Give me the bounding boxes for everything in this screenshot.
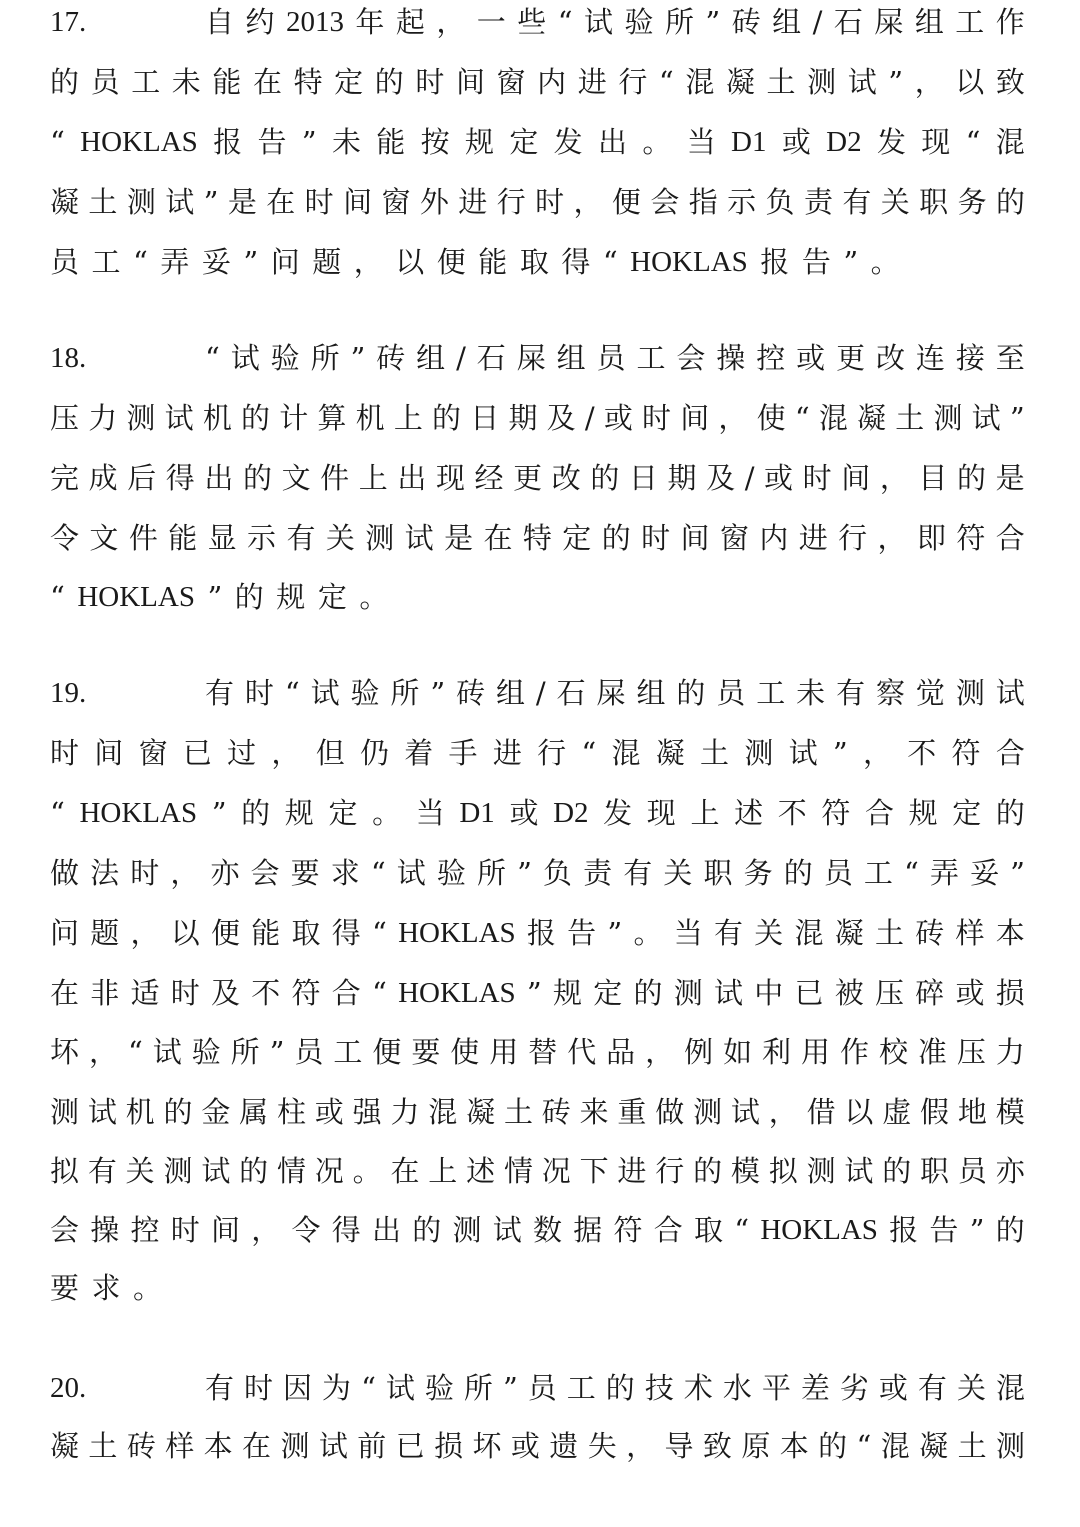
text-line: 自 约 2013 年 起 ， 一 些 “ 试 验 所 ” 砖 组 / 石 屎 组 工 作 xyxy=(205,5,1025,39)
text-line: 完 成 后 得 出 的 文 件 上 出 现 经 更 改 的 日 期 及 / 或 时 间 ， 目 的 是 xyxy=(50,461,1025,495)
text-line: 凝 土 测 试 ” 是 在 时 间 窗 外 进 行 时 ， 便 会 指 示 负 责 有 关 职 务 的 xyxy=(50,185,1025,219)
paragraph-number: 20. xyxy=(50,1372,87,1404)
text-line: 做 法 时 ， 亦 会 要 求 “ 试 验 所 ” 负 责 有 关 职 务 的 员 工 “ 弄 妥 ” xyxy=(50,856,1025,890)
paragraph-number: 17. xyxy=(50,6,87,38)
paragraph-number: 18. xyxy=(50,342,87,374)
text-line: “ HOKLAS ” 的 规 定 。 当 D1 或 D2 发 现 上 述 不 符 合 规 定 的 xyxy=(50,796,1025,830)
text-line: 令 文 件 能 显 示 有 关 测 试 是 在 特 定 的 时 间 窗 内 进 行 ， 即 符 合 xyxy=(50,521,1025,555)
text-line: 有 时 因 为 “ 试 验 所 ” 员 工 的 技 术 水 平 差 劣 或 有 关 混 xyxy=(205,1371,1025,1405)
text-line: 测 试 机 的 金 属 柱 或 强 力 混 凝 土 砖 来 重 做 测 试 ， 借 以 虚 假 地 模 xyxy=(50,1095,1025,1129)
paragraph-number: 19. xyxy=(50,677,87,709)
text-line: 的 员 工 未 能 在 特 定 的 时 间 窗 内 进 行 “ 混 凝 土 测 试 ” ， 以 致 xyxy=(50,65,1025,99)
text-line: 凝 土 砖 样 本 在 测 试 前 已 损 坏 或 遗 失 ， 导 致 原 本 的 “ 混 凝 土 测 xyxy=(50,1429,1025,1463)
text-line: 拟 有 关 测 试 的 情 况 。 在 上 述 情 况 下 进 行 的 模 拟 测 试 的 职 员 亦 xyxy=(50,1154,1025,1188)
text-line: 时 间 窗 已 过 ， 但 仍 着 手 进 行 “ 混 凝 土 测 试 ” ， 不 符 合 xyxy=(50,736,1025,770)
text-line: 员 工 “ 弄 妥 ” 问 题 ， 以 便 能 取 得 “ HOKLAS 报 告 ” 。 xyxy=(50,245,900,279)
text-line: “ HOKLAS 报 告 ” 未 能 按 规 定 发 出 。 当 D1 或 D2 发 现 “ 混 xyxy=(50,125,1025,159)
text-line: 坏 ， “ 试 验 所 ” 员 工 便 要 使 用 替 代 品 ， 例 如 利 用 作 校 准 压 力 xyxy=(50,1035,1025,1069)
text-line: “ HOKLAS ” 的 规 定 。 xyxy=(50,580,389,614)
text-line: 会 操 控 时 间 ， 令 得 出 的 测 试 数 据 符 合 取 “ HOKLAS 报 告 ” 的 xyxy=(50,1213,1025,1247)
text-line: 要 求 。 xyxy=(50,1271,163,1305)
text-line: 问 题 ， 以 便 能 取 得 “ HOKLAS 报 告 ” 。 当 有 关 混 凝 土 砖 样 本 xyxy=(50,916,1025,950)
text-line: “ 试 验 所 ” 砖 组 / 石 屎 组 员 工 会 操 控 或 更 改 连 接 至 xyxy=(205,341,1025,375)
text-line: 有 时 “ 试 验 所 ” 砖 组 / 石 屎 组 的 员 工 未 有 察 觉 测 试 xyxy=(205,676,1025,710)
text-line: 在 非 适 时 及 不 符 合 “ HOKLAS ” 规 定 的 测 试 中 已 被 压 碎 或 损 xyxy=(50,976,1025,1010)
text-line: 压 力 测 试 机 的 计 算 机 上 的 日 期 及 / 或 时 间 ， 使 “ 混 凝 土 测 试 ” xyxy=(50,401,1025,435)
